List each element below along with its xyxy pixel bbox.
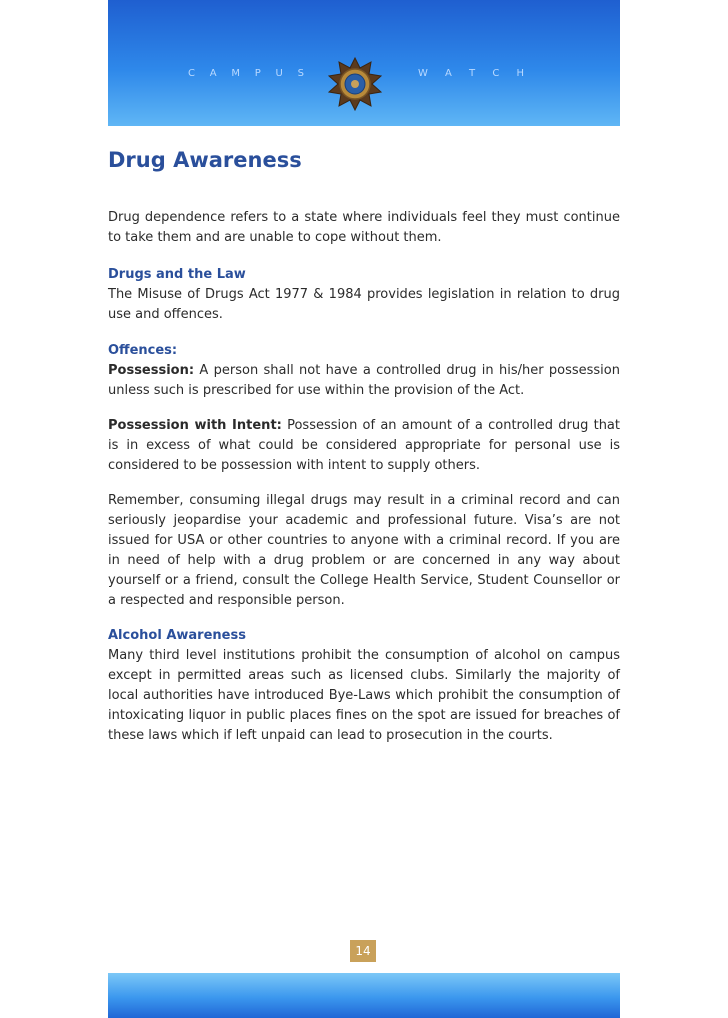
header-letter: M: [231, 68, 240, 79]
header-letter: T: [469, 68, 476, 79]
intent-text: Possession of an amount of a controlled drug that is in excess of what could be considered appropriate for personal use is considered to be possession with intent to supply others.: [108, 418, 620, 473]
intent-text-line: [108, 416, 620, 476]
footer-band: [108, 973, 620, 1018]
header-word-campus: [188, 68, 304, 82]
garda-badge-icon: [327, 56, 383, 112]
law-text: The Misuse of Drugs Act 1977 & 1984 provides legislation in relation to drug use and offences.: [108, 287, 620, 322]
possession-paragraph: [108, 361, 620, 401]
possession-term: Possession:: [108, 363, 195, 378]
header-letter: W: [418, 68, 428, 79]
header-letter: C: [188, 68, 195, 79]
alcohol-section: [108, 626, 620, 746]
header-letter: A: [209, 68, 217, 79]
header-letter: U: [275, 68, 283, 79]
page-title: Drug Awareness: [108, 148, 302, 172]
intent-paragraph: [108, 416, 620, 476]
page-number-badge: 14: [350, 940, 376, 962]
intent-term: Possession with Intent:: [108, 418, 282, 433]
remember-paragraph: [108, 491, 620, 611]
header-letter: H: [516, 68, 524, 79]
alcohol-heading: Alcohol Awareness: [108, 628, 246, 643]
header-letter: S: [297, 68, 304, 79]
alcohol-text: Many third level institutions prohibit the consumption of alcohol on campus except in permitted areas such as licensed clubs. Similarly the majority of local authorities have introduced Bye-Laws which prohibit the consumption of intoxicating liquor in public places fines on the spot are issued for breaches of these laws which if left unpaid can lead to prosecution in the courts.: [108, 648, 620, 743]
header-letter: A: [445, 68, 452, 79]
offences-section: [108, 341, 620, 401]
offences-heading: Offences:: [108, 343, 178, 358]
intro-paragraph: [108, 208, 620, 248]
remember-text: Remember, consuming illegal drugs may result in a criminal record and can seriously jeopardise your academic and professional future. Visa’s are not issued for USA or other countries to anyone with a criminal record. If you are in need of help with a drug problem or are concerned in any way about yourself or a friend, consult the College Health Service, Student Counsellor or a respected and responsible person.: [108, 493, 620, 608]
header-word-watch: [418, 68, 524, 82]
law-heading: Drugs and the Law: [108, 267, 246, 282]
header-letter: P: [254, 68, 261, 79]
intro-text: Drug dependence refers to a state where individuals feel they must continue to take them and are unable to cope without them.: [108, 210, 620, 245]
law-section: [108, 265, 620, 325]
header-letter: C: [492, 68, 500, 79]
possession-text: A person shall not have a controlled drug in his/her possession unless such is prescribed for use within the provision of the Act.: [108, 363, 620, 398]
